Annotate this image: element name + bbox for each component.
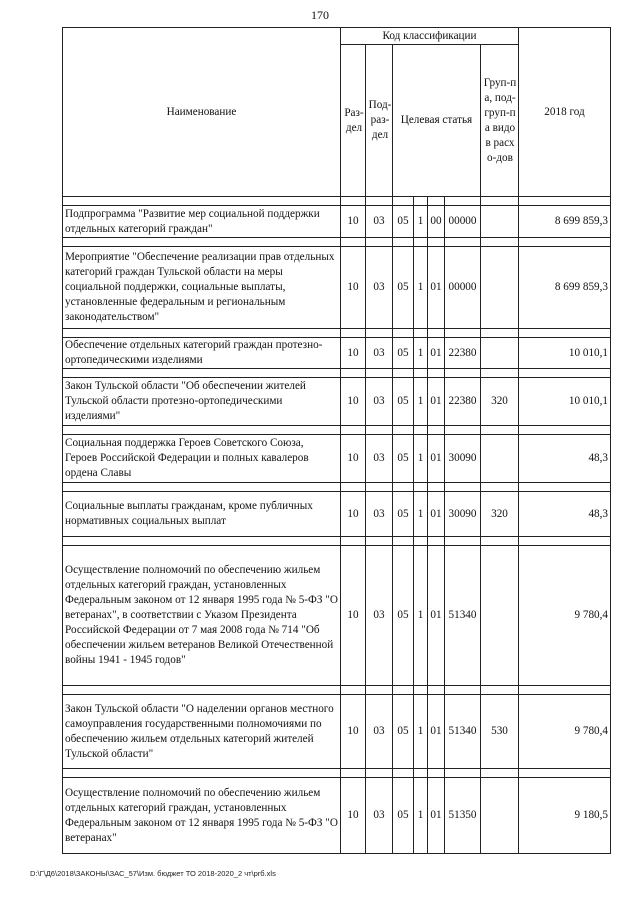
spacer-cell [428,369,445,378]
row-name: Закон Тульской области "О наделении органов местного самоуправления государственными полномочиями по обеспечению жильем отдельных категорий жителей Тульской области" [63,695,341,769]
code-cell-vr: 530 [481,695,519,769]
code-cell-cs4: 22380 [445,338,481,369]
header-target: Целевая статья [393,45,481,197]
code-cell-cs2: 1 [414,206,428,238]
spacer-cell [341,238,366,247]
code-cell-cs1: 05 [393,247,414,329]
header-code: Код классификации [341,28,519,45]
spacer-cell [481,483,519,492]
spacer-cell [366,537,393,546]
table-row [63,206,611,238]
row-spacer [63,426,611,435]
code-cell-cs1: 05 [393,206,414,238]
spacer-cell [63,769,341,778]
row-name: Осуществление полномочий по обеспечению жильем отдельных категорий граждан, установленных Федеральным законом от 12 января 1995 года № 5-ФЗ "О ветеранах", в соответствии с Указом Президента Российской Федерации от 7 мая 2008 года № 714 "Об обеспечении жильем ветеранов Великой Отечественной войны 1941 - 1945 годов" [63,546,341,686]
code-cell-rz: 10 [341,378,366,426]
code-cell-pr: 03 [366,206,393,238]
code-cell-rz: 10 [341,695,366,769]
spacer-cell [63,426,341,435]
budget-table [62,27,611,854]
row-spacer [63,238,611,247]
row-name: Осуществление полномочий по обеспечению жильем отдельных категорий граждан, установленных Федеральным законом от 12 января 1995 года № 5-ФЗ "О ветеранах" [63,778,341,854]
spacer-cell [445,483,481,492]
code-cell-pr: 03 [366,378,393,426]
spacer-cell [481,329,519,338]
code-cell-cs3: 01 [428,492,445,537]
code-cell-vr [481,206,519,238]
spacer-cell [393,686,414,695]
spacer-cell [63,686,341,695]
spacer-cell [414,686,428,695]
spacer-cell [481,769,519,778]
spacer-cell [63,329,341,338]
spacer-cell [341,426,366,435]
code-cell-cs3: 01 [428,546,445,686]
code-cell-cs2: 1 [414,546,428,686]
header-group [481,45,519,197]
row-spacer [63,329,611,338]
spacer-cell [63,197,341,206]
spacer-cell [341,483,366,492]
code-cell-rz: 10 [341,492,366,537]
header-section-text: Раз-дел [344,106,364,134]
code-cell-vr [481,338,519,369]
spacer-cell [341,369,366,378]
spacer-cell [366,769,393,778]
row-name: Социальные выплаты гражданам, кроме публичных нормативных социальных выплат [63,492,341,537]
code-cell-pr: 03 [366,546,393,686]
spacer-cell [63,238,341,247]
spacer-cell [366,483,393,492]
table-row [63,378,611,426]
code-cell-pr: 03 [366,247,393,329]
code-cell-cs4: 30090 [445,435,481,483]
spacer-cell [519,769,611,778]
code-cell-rz: 10 [341,338,366,369]
code-cell-pr: 03 [366,778,393,854]
code-cell-cs3: 01 [428,435,445,483]
code-cell-vr [481,247,519,329]
spacer-cell [414,369,428,378]
table-row [63,338,611,369]
table-row [63,435,611,483]
spacer-cell [445,537,481,546]
amount-cell: 8 699 859,3 [519,247,611,329]
code-cell-cs2: 1 [414,695,428,769]
spacer-cell [414,329,428,338]
spacer-cell [428,537,445,546]
code-cell-rz: 10 [341,247,366,329]
table-row [63,778,611,854]
code-cell-cs4: 30090 [445,492,481,537]
spacer-cell [481,537,519,546]
code-cell-cs1: 05 [393,778,414,854]
spacer-cell [414,197,428,206]
spacer-cell [445,329,481,338]
code-cell-cs2: 1 [414,435,428,483]
spacer-cell [519,483,611,492]
spacer-cell [519,369,611,378]
amount-cell: 48,3 [519,492,611,537]
spacer-cell [445,769,481,778]
spacer-cell [366,686,393,695]
code-cell-vr: 320 [481,492,519,537]
spacer-cell [366,329,393,338]
code-cell-cs1: 05 [393,338,414,369]
file-path-footer: D:\Г\Д6\2018\ЗАКОНЫ\ЗАС_57\Изм. бюджет ТО 2018-2020_2 чт\prб.xls [30,869,276,878]
amount-cell: 10 010,1 [519,378,611,426]
code-cell-vr [481,778,519,854]
header-group-text: Груп-па, под-груп-па видов расхо-дов [483,76,517,164]
row-name: Социальная поддержка Героев Советского Союза, Героев Российской Федерации и полных кавалеров ордена Славы [63,435,341,483]
code-cell-cs4: 22380 [445,378,481,426]
spacer-cell [63,369,341,378]
code-cell-cs4: 51340 [445,695,481,769]
spacer-cell [519,238,611,247]
spacer-cell [341,197,366,206]
spacer-cell [445,197,481,206]
spacer-cell [481,426,519,435]
header-subsection [366,45,393,197]
code-cell-pr: 03 [366,492,393,537]
amount-cell: 48,3 [519,435,611,483]
spacer-cell [366,369,393,378]
header-name: Наименование [63,28,341,197]
code-cell-cs4: 51340 [445,546,481,686]
row-spacer [63,686,611,695]
spacer-cell [414,238,428,247]
code-cell-pr: 03 [366,695,393,769]
code-cell-vr [481,435,519,483]
code-cell-cs3: 01 [428,338,445,369]
row-name: Обеспечение отдельных категорий граждан протезно-ортопедическими изделиями [63,338,341,369]
spacer-cell [481,238,519,247]
amount-cell: 9 180,5 [519,778,611,854]
code-cell-vr [481,546,519,686]
row-spacer [63,537,611,546]
spacer-cell [341,686,366,695]
code-cell-cs4: 51350 [445,778,481,854]
row-spacer [63,483,611,492]
code-cell-vr: 320 [481,378,519,426]
spacer-cell [414,483,428,492]
code-cell-cs1: 05 [393,492,414,537]
spacer-cell [63,483,341,492]
code-cell-cs1: 05 [393,378,414,426]
spacer-cell [414,537,428,546]
code-cell-pr: 03 [366,435,393,483]
row-name: Мероприятие "Обеспечение реализации прав отдельных категорий граждан Тульской области на меры социальной поддержки, социальные выплаты, установленные федеральным и региональным законодательством" [63,247,341,329]
spacer-cell [519,197,611,206]
code-cell-cs3: 01 [428,378,445,426]
row-spacer [63,197,611,206]
spacer-cell [414,426,428,435]
spacer-cell [481,369,519,378]
table-row [63,247,611,329]
page-number: 170 [311,8,329,22]
header-year: 2018 год [519,28,611,197]
code-cell-cs3: 01 [428,695,445,769]
code-cell-rz: 10 [341,778,366,854]
code-cell-cs3: 01 [428,247,445,329]
code-cell-cs2: 1 [414,378,428,426]
spacer-cell [428,238,445,247]
spacer-cell [519,426,611,435]
spacer-cell [428,426,445,435]
row-name: Закон Тульской области "Об обеспечении жителей Тульской области протезно-ортопедическими изделиями" [63,378,341,426]
spacer-cell [445,238,481,247]
spacer-cell [366,238,393,247]
spacer-cell [393,238,414,247]
table-row [63,492,611,537]
code-cell-rz: 10 [341,206,366,238]
code-cell-cs4: 00000 [445,247,481,329]
code-cell-cs4: 00000 [445,206,481,238]
spacer-cell [519,686,611,695]
spacer-cell [63,537,341,546]
spacer-cell [341,537,366,546]
spacer-cell [393,197,414,206]
spacer-cell [428,329,445,338]
spacer-cell [481,686,519,695]
code-cell-rz: 10 [341,435,366,483]
spacer-cell [445,686,481,695]
code-cell-rz: 10 [341,546,366,686]
header-section [341,45,366,197]
code-cell-cs1: 05 [393,546,414,686]
code-cell-pr: 03 [366,338,393,369]
spacer-cell [393,483,414,492]
spacer-cell [428,686,445,695]
amount-cell: 9 780,4 [519,546,611,686]
code-cell-cs1: 05 [393,695,414,769]
code-cell-cs2: 1 [414,492,428,537]
spacer-cell [445,426,481,435]
header-subsection-text: Под-раз-дел [368,99,392,141]
amount-cell: 9 780,4 [519,695,611,769]
spacer-cell [341,769,366,778]
code-cell-cs2: 1 [414,778,428,854]
spacer-cell [428,197,445,206]
code-cell-cs1: 05 [393,435,414,483]
spacer-cell [393,369,414,378]
spacer-cell [414,769,428,778]
spacer-cell [428,769,445,778]
code-cell-cs3: 00 [428,206,445,238]
code-cell-cs2: 1 [414,338,428,369]
row-spacer [63,769,611,778]
spacer-cell [393,537,414,546]
spacer-cell [366,426,393,435]
spacer-cell [428,483,445,492]
code-cell-cs2: 1 [414,247,428,329]
amount-cell: 8 699 859,3 [519,206,611,238]
code-cell-cs3: 01 [428,778,445,854]
spacer-cell [481,197,519,206]
row-spacer [63,369,611,378]
spacer-cell [445,369,481,378]
row-name: Подпрограмма "Развитие мер социальной поддержки отдельных категорий граждан" [63,206,341,238]
spacer-cell [519,537,611,546]
spacer-cell [393,329,414,338]
spacer-cell [366,197,393,206]
spacer-cell [341,329,366,338]
spacer-cell [393,426,414,435]
table-row [63,546,611,686]
amount-cell: 10 010,1 [519,338,611,369]
spacer-cell [393,769,414,778]
spacer-cell [519,329,611,338]
table-row [63,695,611,769]
